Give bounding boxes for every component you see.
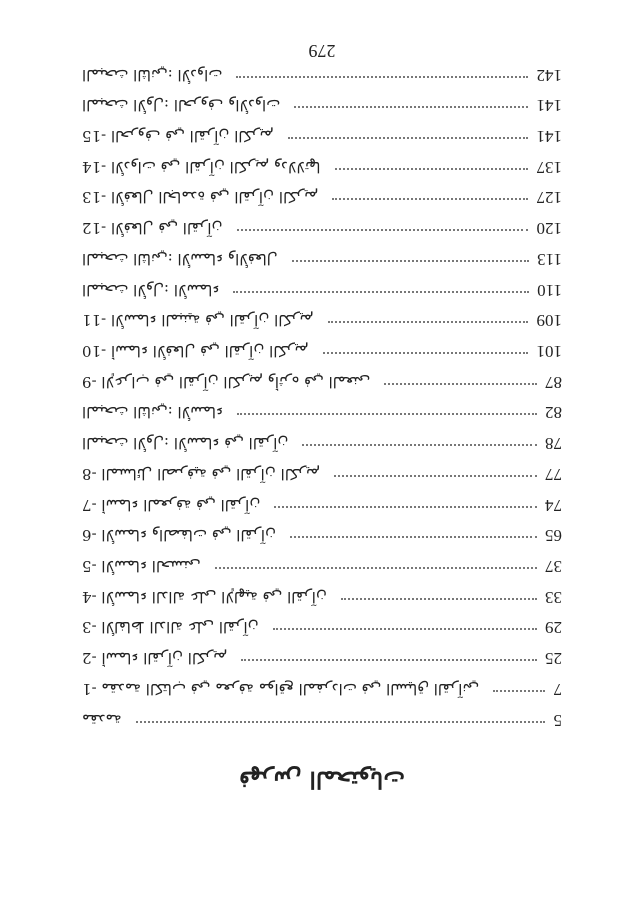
dot-leader — [237, 229, 529, 231]
table-of-contents — [82, 59, 562, 735]
dot-leader — [215, 567, 537, 569]
toc-entry — [82, 581, 562, 612]
dot-leader — [292, 260, 529, 262]
toc-entry — [82, 182, 562, 213]
toc-entry-page: 127 — [536, 188, 562, 208]
dot-leader — [302, 444, 537, 446]
dot-leader — [288, 137, 529, 139]
toc-entry — [82, 244, 562, 275]
toc-entry-label: المبحث الأول: الأسماء في القرآن — [82, 434, 289, 453]
toc-entry — [82, 459, 562, 490]
toc-entry — [82, 59, 562, 90]
toc-entry-label: 4- الأسماء الدالة على الإلهية في القرآن — [82, 587, 327, 606]
toc-entry — [82, 643, 562, 674]
toc-entry-page: 37 — [545, 557, 562, 577]
dot-leader — [136, 721, 546, 723]
toc-entry-label: المبحث الأول: الحروف والأدوات — [82, 96, 281, 115]
toc-entry-label: 10- أسماء الأفعال في القرآن الكريم — [82, 342, 309, 361]
toc-entry-page: 82 — [545, 403, 562, 423]
toc-entry-page: 141 — [536, 96, 562, 116]
toc-entry — [82, 90, 562, 121]
toc-entry-label: مقدمة — [82, 710, 122, 729]
toc-entry-page: 109 — [536, 311, 562, 331]
toc-entry-page: 113 — [537, 249, 562, 269]
toc-entry — [82, 489, 562, 520]
dot-leader — [273, 628, 537, 630]
toc-entry-label: 7- أسماء المعرفة في القرآن — [82, 495, 261, 514]
toc-entry-label: 1- مقدمة الكتاب في معرفة مواقع المفردات في السياق القرآني — [82, 679, 480, 698]
toc-entry-page: 5 — [553, 710, 562, 730]
toc-entry — [82, 520, 562, 551]
toc-entry-page: 141 — [536, 126, 562, 146]
toc-entry — [82, 213, 562, 244]
dot-leader — [332, 198, 528, 200]
dot-leader — [335, 168, 529, 170]
dot-leader — [341, 598, 537, 600]
toc-entry-label: 5- الأسماء الحسنى — [82, 557, 201, 576]
toc-entry-page: 74 — [545, 495, 562, 515]
toc-entry-page: 25 — [545, 649, 562, 669]
toc-entry-label: 6- الأسماء والصفات في القرآن — [82, 526, 276, 545]
dot-leader — [323, 352, 529, 354]
toc-entry-label: 8- المسائل الصرفية في القرآن الكريم — [82, 464, 321, 483]
toc-entry — [82, 428, 562, 459]
dot-leader — [493, 690, 545, 692]
dot-leader — [274, 506, 537, 508]
toc-entry-label: 13- الأفعال الجامدة في القرآن الكريم — [82, 188, 319, 207]
toc-entry-label: 15- الحروف في القرآن الكريم — [82, 126, 274, 145]
toc-entry-page: 87 — [545, 372, 562, 392]
toc-entry-page: 77 — [545, 464, 562, 484]
dot-leader — [290, 536, 537, 538]
toc-entry — [82, 612, 562, 643]
toc-entry — [82, 274, 562, 305]
toc-entry-page: 33 — [545, 587, 562, 607]
dot-leader — [294, 106, 528, 108]
toc-entry-page: 120 — [536, 219, 562, 239]
toc-entry-page: 7 — [553, 679, 562, 699]
dot-leader — [237, 413, 537, 415]
toc-entry-label: المبحث الثاني: الأسماء — [82, 403, 224, 422]
toc-entry-label: 9- الإعراب في القرآن الكريم وأثره في المعنى — [82, 372, 371, 391]
toc-entry-page: 78 — [545, 434, 562, 454]
toc-entry-label: المبحث الثاني: الأسماء والأفعال — [82, 249, 278, 268]
toc-entry — [82, 336, 562, 367]
toc-entry-label: 14- الأدوات في القرآن الكريم ودلالاتها — [82, 157, 321, 176]
toc-entry-label: المبحث الثاني: الأدوات — [82, 65, 223, 84]
dot-leader — [236, 76, 528, 78]
toc-entry — [82, 366, 562, 397]
toc-entry-page: 65 — [545, 526, 562, 546]
toc-entry — [82, 305, 562, 336]
toc-entry-page: 137 — [536, 157, 562, 177]
toc-entry-label: المبحث الأول: الأسماء — [82, 280, 220, 299]
dot-leader — [334, 475, 537, 477]
toc-entry-label: 11- الأسماء المبنية في القرآن الكريم — [82, 311, 314, 330]
page-number: 279 — [308, 41, 336, 61]
toc-entry-page: 29 — [545, 618, 562, 638]
dot-leader — [328, 321, 529, 323]
toc-entry — [82, 674, 562, 705]
toc-entry-label: 12- الأفعال في القرآن — [82, 219, 223, 238]
page-title: فهرس المحتويات — [239, 766, 405, 793]
dot-leader — [241, 659, 537, 661]
dot-leader — [233, 291, 529, 293]
toc-entry — [82, 551, 562, 582]
toc-entry — [82, 151, 562, 182]
toc-entry-label: 3- الألفاظ الدالة على القرآن — [82, 618, 259, 637]
dot-leader — [384, 383, 537, 385]
toc-entry — [82, 121, 562, 152]
toc-entry — [82, 397, 562, 428]
toc-entry-page: 101 — [536, 342, 562, 362]
toc-entry-page: 110 — [537, 280, 562, 300]
toc-entry-page: 142 — [536, 65, 562, 85]
toc-entry — [82, 704, 562, 735]
toc-entry-label: 2- أسماء القرآن الكريم — [82, 649, 228, 668]
